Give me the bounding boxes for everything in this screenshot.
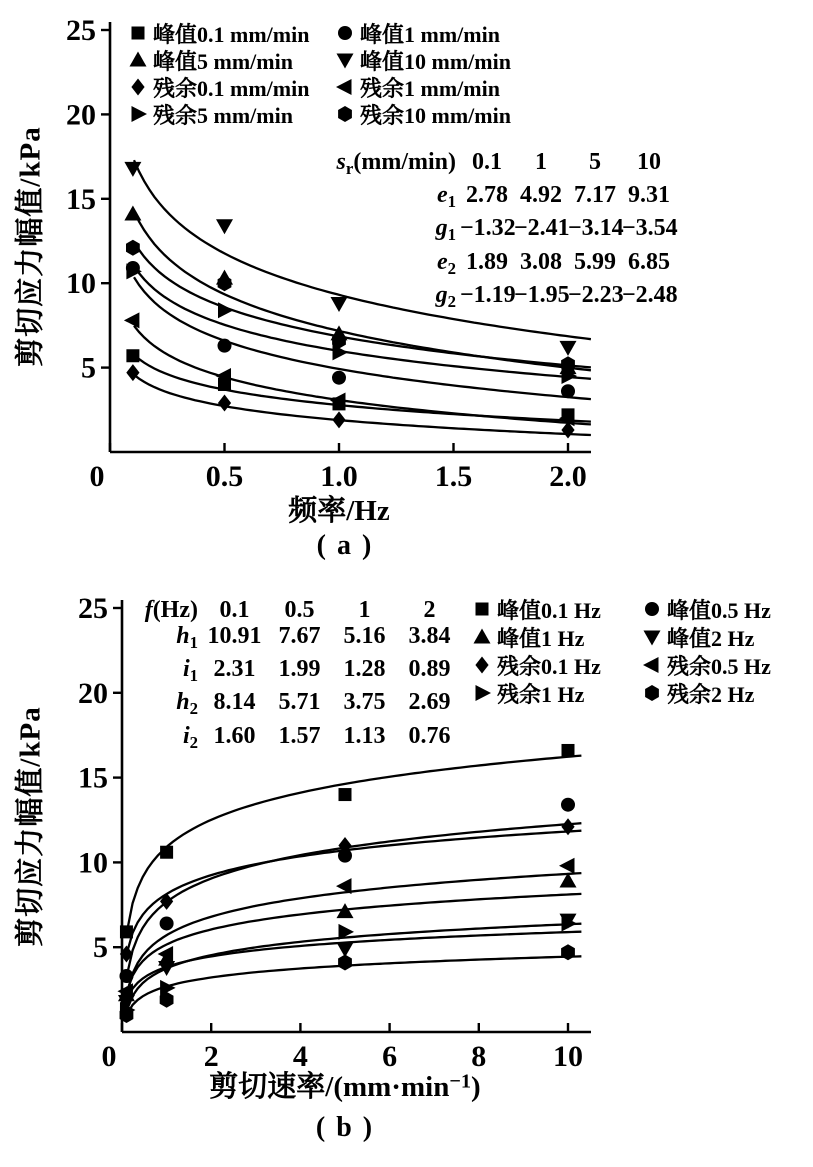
hexagon-marker [645, 685, 659, 701]
x-tick-label-a: 2.0 [549, 460, 587, 493]
hexagon-icon [335, 104, 355, 124]
square-marker [333, 397, 346, 410]
y-axis-label-b: 剪切应力幅值/kPa [14, 706, 47, 947]
legend-item-a-2 [128, 47, 335, 73]
x-tick-label-b: 4 [292, 1040, 308, 1073]
table-value-b: 1.60 [213, 722, 256, 749]
table-value-a: −2.41 [514, 215, 570, 242]
x-axis-label-b-pre: 剪切速率/(mm·min [209, 1071, 450, 1103]
table-value-b: 1.13 [343, 722, 386, 749]
table-value-a: −1.95 [514, 281, 570, 308]
triangle-down-icon [335, 50, 355, 70]
diamond-marker [332, 411, 345, 428]
table-value-a: −3.54 [622, 215, 678, 242]
table-header-label-a: $s_r(mm/\min)$ [336, 149, 456, 179]
y-tick-label-a: 5 [81, 351, 96, 385]
triangle-left-marker [124, 312, 139, 328]
table-header-col-b: 0.1 [219, 597, 250, 623]
table-value-a: 7.17 [574, 182, 616, 209]
hexagon-icon [642, 683, 662, 703]
x-tick-label-b: 2 [203, 1040, 219, 1073]
circle-marker [119, 969, 133, 983]
y-tick-label-b: 5 [93, 931, 108, 965]
triangle-down-marker [644, 631, 661, 646]
y-tick-label-a: 15 [66, 182, 96, 216]
fit-parameter-table-b [112, 597, 462, 756]
square-marker [562, 744, 575, 757]
diamond-marker [131, 79, 144, 96]
legend-item-a-7 [335, 101, 511, 127]
table-row-label-a-3: $g_2$ [435, 281, 456, 311]
x-tick-label-b: 8 [471, 1040, 487, 1073]
legend-item-a-3 [335, 47, 511, 73]
circle-icon [642, 599, 662, 619]
legend-label: 峰值1 Hz [497, 625, 585, 651]
diamond-marker [160, 893, 173, 910]
table-value-a: −1.19 [460, 281, 516, 308]
y-tick-label-a: 20 [66, 98, 96, 132]
x-tick-label-a: 0.5 [205, 460, 244, 493]
table-value-a: −1.32 [460, 215, 516, 242]
table-row-label-a-0: $e_1$ [436, 182, 456, 212]
x-tick-label-a: 0 [89, 460, 105, 493]
table-value-b: 2.69 [408, 689, 451, 716]
fit-curve-b-series-0 [128, 756, 582, 929]
y-tick-label-a: 25 [66, 14, 96, 47]
triangle-up-icon [128, 50, 148, 70]
triangle-up-icon [472, 627, 492, 647]
table-value-a: 4.92 [520, 182, 562, 209]
table-value-a: 1.89 [466, 248, 508, 275]
circle-marker [561, 384, 575, 398]
table-row-label-a-2: $e_2$ [436, 248, 456, 278]
table-value-a: −2.48 [622, 281, 678, 308]
legend-label: 残余1 Hz [497, 681, 585, 707]
square-marker [218, 378, 231, 391]
x-tick-label-a: 1.5 [434, 460, 473, 493]
table-value-b: 2.31 [213, 656, 256, 683]
table-value-b: 10.91 [207, 623, 262, 649]
legend-item-a-4 [128, 74, 335, 100]
hexagon-marker [126, 240, 140, 256]
square-icon [472, 599, 492, 619]
square-marker [476, 603, 489, 616]
square-marker [132, 27, 145, 40]
x-axis-label-a: 频率/Hz [288, 495, 390, 527]
y-axis-label-a: 剪切应力幅值/kPa [14, 126, 47, 367]
fit-curve-a-series-0 [134, 355, 591, 422]
circle-icon [335, 23, 355, 43]
triangle-up-marker [216, 270, 233, 285]
y-tick-label-b: 20 [78, 676, 108, 710]
triangle-down-marker [216, 219, 233, 234]
triangle-left-marker [559, 858, 575, 874]
table-value-b: 7.67 [278, 623, 321, 649]
fit-parameter-table-a [330, 149, 676, 315]
table-value-a: 6.85 [628, 248, 670, 275]
legend-item-a-0 [128, 20, 335, 46]
panel-caption-b: ( b ) [315, 1112, 375, 1143]
square-marker [339, 788, 352, 801]
x-axis-label-b [12, 1064, 678, 1105]
circle-marker [126, 261, 140, 275]
hexagon-marker [338, 954, 352, 970]
triangle-left-icon [642, 655, 662, 675]
table-row-label-a-1: $g_1$ [435, 215, 456, 245]
legend-item-a-1 [335, 20, 511, 46]
legend-label: 残余5 mm/min [153, 102, 293, 128]
legend-label: 峰值0.1 mm/min [153, 21, 310, 47]
table-header-col-a: 5 [589, 149, 601, 175]
square-marker [126, 349, 139, 362]
table-value-b: 0.89 [408, 656, 451, 683]
x-tick-label-b: 6 [382, 1040, 398, 1073]
triangle-up-marker [124, 205, 141, 220]
triangle-right-icon [472, 683, 492, 703]
legend-label: 峰值1 mm/min [360, 21, 500, 47]
legend-label: 残余2 Hz [667, 681, 755, 707]
triangle-right-marker [476, 685, 492, 701]
table-header-label-b: f(Hz) [144, 597, 198, 623]
table-value-a: 3.08 [520, 248, 562, 275]
diamond-icon [128, 77, 148, 97]
circle-marker [332, 371, 346, 385]
legend-item-b-4 [472, 652, 642, 678]
fit-curve-b-series-5 [128, 873, 582, 990]
table-row-label-b-0: $h_1$ [176, 623, 198, 653]
triangle-right-marker [132, 106, 148, 122]
table-value-b: 1.28 [343, 656, 386, 683]
legend-label: 峰值0.1 Hz [497, 597, 601, 623]
table-value-b: 1.99 [278, 656, 321, 683]
square-marker [160, 846, 173, 859]
triangle-left-marker [643, 657, 659, 673]
legend-label: 峰值0.5 Hz [667, 597, 771, 623]
table-value-a: −3.14 [568, 215, 624, 242]
table-value-b: 0.76 [408, 722, 451, 749]
table-header-col-a: 10 [637, 149, 661, 175]
table-header-col-a: 0.1 [472, 149, 502, 175]
legend-b [472, 596, 771, 706]
legend-label: 残余0.5 Hz [667, 653, 771, 679]
circle-marker [160, 916, 174, 930]
table-value-b: 5.71 [278, 689, 321, 716]
legend-a [128, 20, 511, 127]
legend-label: 峰值5 mm/min [153, 48, 293, 74]
triangle-down-marker [337, 54, 354, 69]
legend-item-b-0 [472, 596, 642, 622]
circle-marker [338, 26, 352, 40]
triangle-left-marker [336, 79, 352, 95]
legend-item-b-5 [642, 652, 771, 678]
fit-curve-b-series-7 [128, 956, 582, 1013]
panel-caption-a: ( a ) [316, 530, 374, 561]
triangle-right-icon [128, 104, 148, 124]
diamond-marker [475, 657, 488, 674]
diamond-marker [218, 395, 231, 412]
diamond-icon [472, 655, 492, 675]
legend-label: 峰值10 mm/min [360, 48, 511, 74]
legend-item-b-7 [642, 680, 771, 706]
legend-item-b-6 [472, 680, 642, 706]
table-row-label-b-2: $h_2$ [176, 689, 198, 719]
x-axis-label-b-post: ) [471, 1071, 481, 1103]
x-tick-label-a: 1.0 [320, 460, 358, 493]
triangle-right-marker [218, 302, 234, 318]
y-tick-label-a: 10 [66, 267, 96, 301]
y-tick-label-b: 15 [78, 761, 108, 795]
legend-label: 残余0.1 mm/min [153, 75, 310, 101]
triangle-down-marker [560, 341, 577, 356]
legend-item-b-3 [642, 624, 771, 650]
triangle-up-marker [474, 629, 491, 644]
table-header-col-b: 2 [423, 597, 436, 623]
legend-item-a-6 [128, 101, 335, 127]
triangle-down-icon [642, 627, 662, 647]
table-row-label-b-3: $i_2$ [182, 722, 198, 752]
legend-label: 残余0.1 Hz [497, 653, 601, 679]
table-row-label-b-1: $i_1$ [182, 656, 198, 686]
table-value-a: −2.23 [568, 281, 624, 308]
table-value-b: 5.16 [343, 623, 386, 649]
x-tick-label-b: 0 [101, 1040, 117, 1073]
legend-label: 残余10 mm/min [360, 102, 511, 128]
table-value-b: 1.57 [278, 722, 321, 749]
table-value-a: 9.31 [628, 182, 670, 209]
legend-item-a-5 [335, 74, 511, 100]
table-header-col-a: 1 [535, 149, 547, 175]
legend-item-b-2 [472, 624, 642, 650]
circle-marker [561, 798, 575, 812]
circle-marker [645, 602, 659, 616]
x-tick-label-b: 10 [553, 1040, 583, 1073]
legend-item-b-1 [642, 596, 771, 622]
table-header-col-b: 0.5 [284, 597, 315, 623]
square-marker [120, 925, 133, 938]
legend-label: 残余1 mm/min [360, 75, 500, 101]
legend-label: 峰值2 Hz [667, 625, 755, 651]
table-value-a: 2.78 [466, 182, 508, 209]
hexagon-marker [338, 106, 352, 122]
y-tick-label-b: 10 [78, 846, 108, 880]
table-header-col-b: 1 [358, 597, 371, 623]
square-icon [128, 23, 148, 43]
x-axis-label-b-exponent: −1 [449, 1070, 472, 1093]
triangle-left-icon [335, 77, 355, 97]
table-value-b: 8.14 [213, 689, 256, 716]
table-value-b: 3.84 [408, 623, 451, 649]
table-value-a: 5.99 [574, 248, 616, 275]
table-value-b: 3.75 [343, 689, 386, 716]
square-marker [562, 408, 575, 421]
y-tick-label-b: 25 [78, 592, 108, 625]
triangle-up-marker [130, 52, 147, 67]
circle-marker [218, 339, 232, 353]
